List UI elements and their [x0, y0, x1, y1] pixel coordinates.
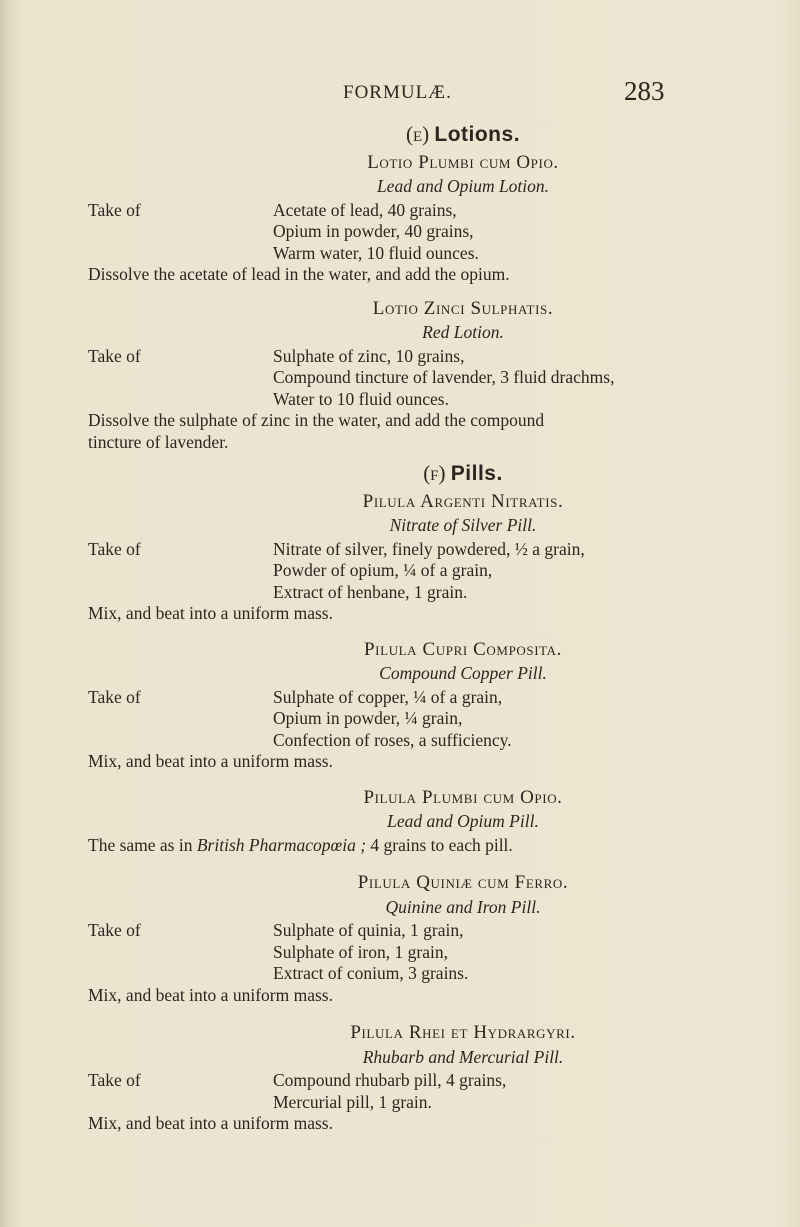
recipe-title: Pilula Plumbi cum Opio.	[363, 786, 563, 808]
recipe-lotio-plumbi	[88, 152, 778, 286]
instruction-text: 4 grains to each pill.	[366, 834, 513, 855]
ingredient-block	[88, 920, 778, 985]
recipe-pilula-rhei	[88, 1022, 778, 1135]
recipe-title: Pilula Argenti Nitratis.	[362, 490, 564, 512]
ingredient-list	[273, 920, 778, 985]
running-title: FORMULÆ.	[343, 82, 452, 103]
recipe-title: Lotio Plumbi cum Opio.	[367, 151, 559, 173]
recipe-subtitle: Lead and Opium Pill.	[387, 811, 539, 831]
recipe-subtitle: Quinine and Iron Pill.	[385, 896, 541, 917]
recipe-lotio-zinci	[88, 298, 778, 454]
ingredient: Extract of conium, 3 grains.	[273, 963, 469, 983]
ingredient: Water to 10 fluid ounces.	[273, 388, 449, 409]
page-header	[0, 76, 800, 112]
take-label: Take of	[88, 345, 141, 366]
take-label: Take of	[88, 199, 141, 220]
ingredient-list	[273, 539, 778, 604]
recipe-pilula-plumbi	[88, 787, 778, 857]
ingredient-list	[273, 1070, 778, 1113]
ingredient: Acetate of lead, 40 grains,	[273, 199, 457, 220]
ingredient-block	[88, 200, 778, 265]
recipe-subtitle: Red Lotion.	[422, 322, 504, 342]
ingredient: Compound rhubarb pill, 4 grains,	[273, 1070, 507, 1090]
recipe-title: Pilula Quiniæ cum Ferro.	[357, 872, 569, 893]
ingredient-list	[273, 687, 778, 752]
ingredient-block	[88, 687, 778, 752]
ingredient-block	[88, 1070, 778, 1113]
recipe-subtitle: Lead and Opium Lotion.	[376, 176, 550, 196]
section-letter: (e)	[405, 122, 430, 146]
recipe-subtitle: Nitrate of Silver Pill.	[389, 515, 537, 535]
section-heading-lotions	[148, 124, 778, 146]
recipe-subtitle: Compound Copper Pill.	[379, 663, 547, 683]
instruction: Mix, and beat into a uniform mass.	[88, 751, 333, 771]
recipe-title: Lotio Zinci Sulphatis.	[372, 297, 554, 319]
recipe-title: Pilula Rhei et Hydrargyri.	[350, 1022, 576, 1043]
ingredient: Opium in powder, 40 grains,	[273, 221, 474, 241]
take-label: Take of	[88, 538, 141, 559]
ingredient: Extract of henbane, 1 grain.	[273, 581, 468, 602]
instruction-reference: British Pharmacopœia ;	[196, 834, 367, 855]
ingredient-block	[88, 346, 778, 411]
recipe-title: Pilula Cupri Composita.	[364, 638, 562, 660]
ingredient: Sulphate of zinc, 10 grains,	[273, 345, 465, 366]
ingredient: Powder of opium, ¼ of a grain,	[273, 560, 493, 580]
instruction: Mix, and beat into a uniform mass.	[88, 1113, 333, 1133]
recipe-pilula-quiniae	[88, 872, 778, 1006]
ingredient: Warm water, 10 fluid ounces.	[273, 242, 479, 263]
ingredient: Mercurial pill, 1 grain.	[273, 1091, 432, 1112]
ingredient: Sulphate of copper, ¼ of a grain,	[273, 686, 503, 707]
ingredient: Nitrate of silver, finely powdered, ½ a grain,	[273, 538, 585, 559]
ingredient: Opium in powder, ¼ grain,	[273, 708, 463, 728]
section-letter: (f)	[423, 461, 446, 485]
ingredient: Sulphate of iron, 1 grain,	[273, 941, 448, 962]
instruction-text: The same as in	[88, 834, 197, 855]
ingredient: Sulphate of quinia, 1 grain,	[273, 920, 464, 940]
section-heading-pills	[148, 463, 778, 485]
recipe-subtitle: Rhubarb and Mercurial Pill.	[362, 1046, 564, 1067]
take-label: Take of	[88, 1070, 141, 1090]
instruction	[88, 835, 778, 857]
section-word: Pills.	[450, 462, 503, 485]
ingredient: Confection of roses, a sufficiency.	[273, 729, 512, 750]
instruction-continued: tincture of lavender.	[88, 431, 229, 452]
ingredient: Compound tincture of lavender, 3 fluid drachms,	[273, 367, 615, 387]
take-label: Take of	[88, 920, 141, 940]
take-label: Take of	[88, 686, 141, 707]
ingredient-list	[273, 200, 778, 265]
instruction: Dissolve the sulphate of zinc in the water, and add the compound	[88, 410, 545, 430]
instruction: Mix, and beat into a uniform mass.	[88, 603, 333, 623]
recipe-pilula-cupri	[88, 639, 778, 773]
section-word: Lotions.	[434, 123, 521, 146]
instruction: Mix, and beat into a uniform mass.	[88, 984, 333, 1005]
page-number: 283	[624, 76, 665, 106]
ingredient-block	[88, 539, 778, 604]
ingredient-list	[273, 346, 778, 411]
instruction: Dissolve the acetate of lead in the water, and add the opium.	[88, 264, 510, 284]
recipe-pilula-argenti	[88, 491, 778, 625]
page-content	[88, 120, 778, 1135]
